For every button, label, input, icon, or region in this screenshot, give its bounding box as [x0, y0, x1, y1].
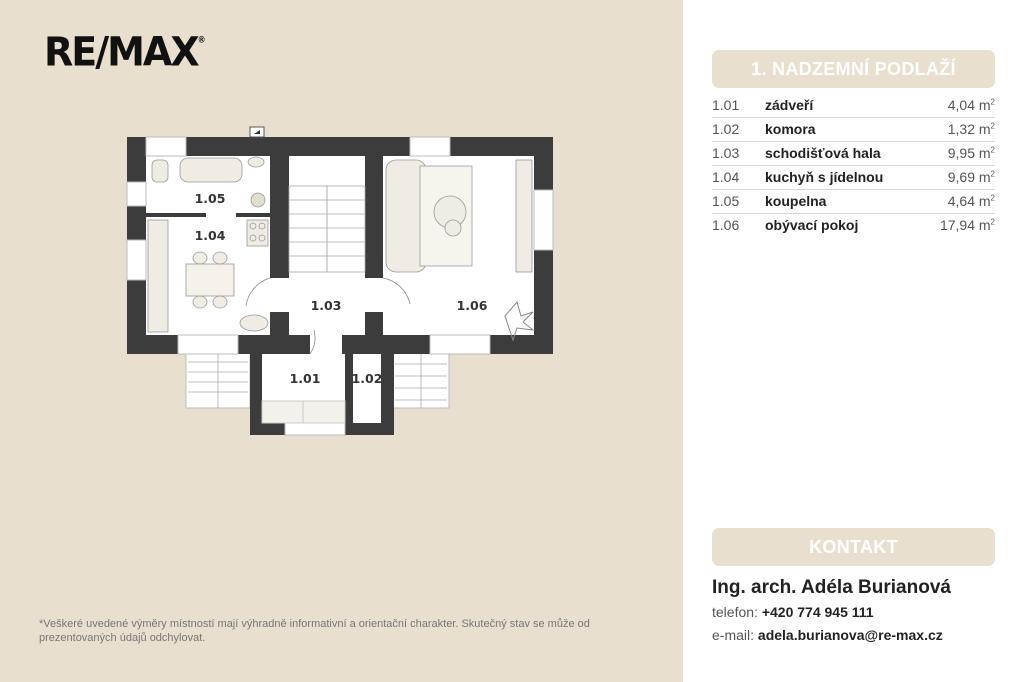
room-name: zádveří — [765, 97, 814, 113]
room-name: obývací pokoj — [765, 217, 859, 233]
room-number: 1.03 — [712, 145, 740, 161]
email-link[interactable]: adela.burianova@re-max.cz — [757, 627, 943, 643]
room-row — [712, 190, 995, 214]
room-row — [712, 214, 995, 237]
room-number: 1.05 — [712, 193, 740, 209]
contact-name: Ing. arch. Adéla Burianová — [712, 577, 951, 598]
email-label: e-mail: — [712, 627, 755, 643]
room-label-1-05: 1.05 — [194, 191, 226, 206]
contact-email — [712, 627, 943, 643]
info-panel — [683, 0, 1024, 682]
room-1-02 — [353, 354, 381, 423]
room-number: 1.02 — [712, 121, 740, 137]
room-label-1-04: 1.04 — [194, 228, 226, 243]
room-area: 4,04 $m^2$ — [947, 97, 995, 113]
room-label-1-06: 1.06 — [456, 298, 488, 313]
contact-phone — [712, 604, 874, 620]
disclaimer: *Veškeré uvedené výměry místností mají výhradně informativní a orientační charakter. Skutečný stav se může od prezentovaných údajů odchylovat. — [39, 618, 590, 644]
phone-number[interactable]: +420 774 945 111 — [761, 604, 874, 620]
room-number: 1.04 — [712, 169, 740, 185]
room-area: 1,32 $m^2$ — [947, 121, 995, 137]
room-name: koupelna — [765, 193, 827, 209]
room-row — [712, 166, 995, 190]
floor-title: 1. NADZEMNÍ PODLAŽÍ — [712, 50, 995, 88]
room-label-1-03: 1.03 — [310, 298, 342, 313]
room-number: 1.06 — [712, 217, 740, 233]
room-area: 17,94 $m^2$ — [939, 217, 995, 233]
room-label-1-02: 1.02 — [351, 371, 383, 386]
room-area: 9,95 $m^2$ — [947, 145, 995, 161]
room-area: 4,64 $m^2$ — [947, 193, 995, 209]
room-label-1-01: 1.01 — [289, 371, 321, 386]
phone-label: telefon: — [712, 604, 758, 620]
room-row — [712, 118, 995, 142]
room-row — [712, 94, 995, 118]
room-area: 9,69 $m^2$ — [947, 169, 995, 185]
contact-title: KONTAKT — [712, 528, 995, 566]
room-name: schodišťová hala — [765, 145, 881, 161]
room-number: 1.01 — [712, 97, 740, 113]
room-name: komora — [765, 121, 816, 137]
logo-mark: ® — [197, 35, 206, 45]
room-name: kuchyň s jídelnou — [765, 169, 884, 185]
logo-text: RE/MAX — [44, 28, 198, 76]
room-list — [712, 94, 995, 237]
room-row — [712, 142, 995, 166]
